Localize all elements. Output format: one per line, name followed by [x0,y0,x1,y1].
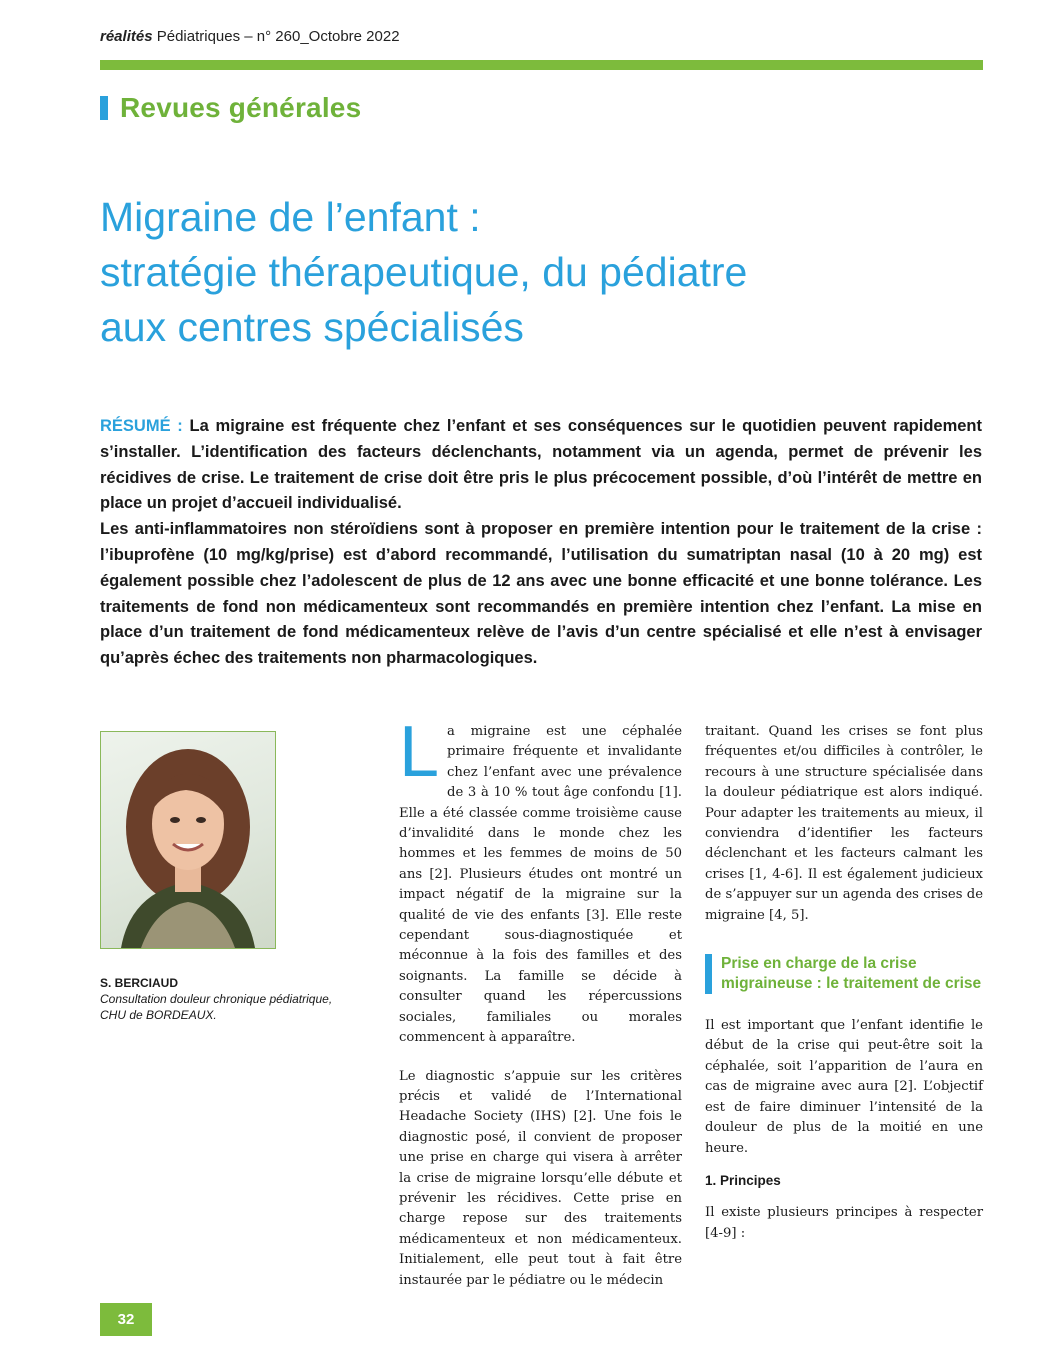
article-title [100,190,980,355]
title-line-2: stratégie thérapeutique, du pédiatre [100,249,748,295]
body-column-1 [399,712,682,1291]
portrait-illustration [101,732,275,948]
principles-heading: 1. Principes [705,1172,781,1188]
header-rule [100,60,983,70]
title-line-3: aux centres spécialisés [100,304,524,350]
body-paragraph [399,712,682,1049]
subheading-bar [705,954,712,994]
intro-text: a migraine est une céphalée primaire fréquente et invalidante chez l’enfant avec une prévalence de 3 à 10 % tout âge confondu [1]. Elle a été classée comme troisième cause d’invalidité dans le monde chez les hommes et les femmes de moins de 50 ans [2]. Plusieurs études ont montré un impact négatif de la migraine sur la qualité de vie des enfants [3]. Elle reste cependant sous-diagnostiquée et méconnue à la fois des familles et des soignants. La famille se décide à consulter quand les répercussions sociales, familiales ou morales commencent à apparaître. [399,724,682,1046]
crisis-paragraph: Il est important que l’enfant identifie le début de la crise qui peut-être soit la céphalée, soit l’apparition de l’aura en cas de migraine avec aura [2]. L’objectif est de faire diminuer l’intensité de la douleur de plus de la moitié en une heure. [705,1018,983,1156]
paragraph-gap [399,1049,682,1067]
author-name: S. BERCIAUD [100,976,179,990]
author-block [100,975,340,1023]
subheading [705,954,983,994]
page-number: 32 [100,1303,152,1336]
drop-cap: L [399,712,440,792]
subheading-text: Prise en charge de la crise migraineuse : le traitement de crise [721,955,982,993]
running-header [100,28,400,45]
journal-issue: Pédiatriques – n° 260_Octobre 2022 [156,28,400,45]
section-label: Revues générales [120,92,362,123]
section-heading [100,92,361,124]
principles-paragraph: Il existe plusieurs principes à respecter [4-9] : [705,1205,983,1241]
abstract-paragraph-1 [100,414,982,517]
author-affiliation-2: CHU de BORDEAUX. [100,1008,217,1022]
title-line-1: Migraine de l’enfant : [100,194,481,240]
abstract-text-1: La migraine est fréquente chez l’enfant et ses conséquences sur le quotidien peuvent rapidement s’installer. L’identification des facteurs déclenchants, notamment via un agenda, permet de prévenir les récidives de crise. Le traitement de crise doit être pris le plus précocement possible, d’où l’intérêt de mettre en place un projet d’accueil individualisé. [100,417,983,513]
diagnostic-paragraph: Le diagnostic s’appuie sur les critères précis et validé de l’International Headache Society (IHS) [2]. Une fois le diagnostic posé, il convient de proposer une prise en charge qui visera à arrêter la crise de migraine lorsqu’elle débute et prévenir les récidives. Cette prise en charge repose sur des traitements médicamenteux et non médicamenteux. Initialement, elle peut tout à fait être instaurée par le pédiatre ou le médecin [399,1068,682,1288]
author-affiliation-1: Consultation douleur chronique pédiatrique, [100,992,333,1006]
abstract-paragraph-2: Les anti-inflammatoires non stéroïdiens sont à proposer en première intention pour le traitement de la crise : l’ibuprofène (10 mg/kg/prise) est d’abord recommandé, l’utilisation du sumatriptan nasal (10 à 20 mg) est également possible chez l’adolescent de plus de 12 ans avec une bonne efficacité et une bonne tolérance. Les traitements de fond non médicamenteux sont recommandés en première intention chez l’enfant. La mise en place d’un traitement de fond médicamenteux relève de l’avis d’un centre spécialisé et elle n’est à envisager qu’après échec des traitements non pharmacologiques. [100,520,982,668]
referral-paragraph: traitant. Quand les crises se font plus fréquentes et/ou difficiles à contrôler, le recours à une structure spécialisée dans la douleur pédiatrique est alors indiqué. Pour adapter les traitements au mieux, il conviendra d’identifier les facteurs déclenchant et les facteurs calmant les crises [1, 4-6]. Il est également judicieux de s’appuyer sur un agenda des crises de migraine [4, 5]. [705,724,983,923]
abstract-lead: RÉSUMÉ : [100,417,183,435]
author-photo [100,731,276,949]
body-column-2 [705,722,983,1244]
section-bar [100,96,108,120]
abstract [100,414,982,672]
journal-brand: réalités [100,28,153,45]
